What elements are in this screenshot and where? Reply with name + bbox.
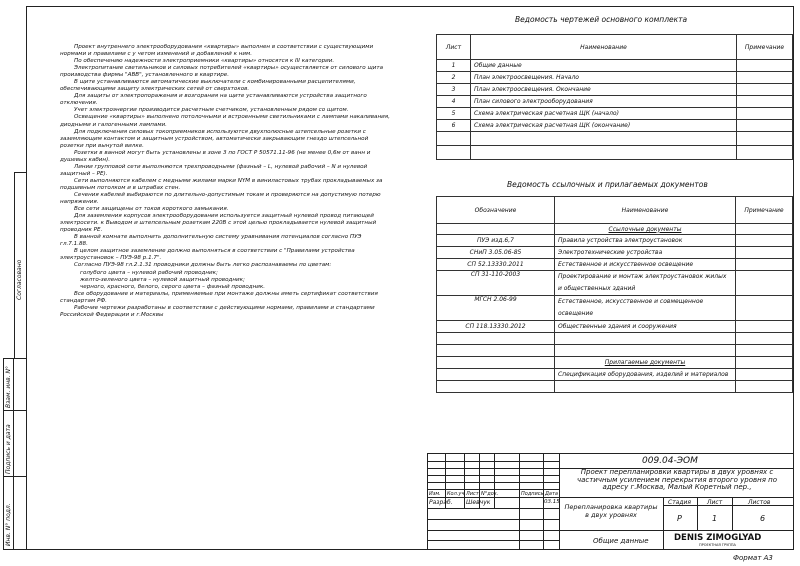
stage-label: Стадия <box>668 499 692 506</box>
note: Розетки в ванной могут быть установлены в зоне 3 по ГОСТ Р 50571.11-96 (не менее 0,6м от ванн и душевых кабин). <box>60 149 371 163</box>
ref-name: Проектирование и монтаж электроустановок жилых и общественных зданий <box>555 271 736 296</box>
note: В щите устанавливаются автоматические выключатели с комбинированными расцепителями, обеспечивающими защиту электрических сетей от сверхтоков. <box>60 79 356 93</box>
ref-code: СП 52.13330.2011 <box>437 259 555 271</box>
role-developer: Разраб. <box>429 499 453 506</box>
sign-date-label: Подпись и дата <box>5 424 12 474</box>
company-name: DENIS ZIMOGLYAD <box>674 533 762 543</box>
sheet-name: Схема электрическая расчетная ЩК (окончание) <box>471 120 737 132</box>
col-sign: Подпись <box>521 491 544 497</box>
sheet-label: Лист <box>707 499 723 506</box>
note: Освещение «квартиры» выполнено потолочными и встроенными светильниками с лампами накаливания, диодными и галогенными лампами. <box>60 114 390 128</box>
ref-code: СП 31-110-2003 <box>437 271 555 296</box>
header-code: Обозначение <box>437 197 555 224</box>
sheet-num: 1 <box>437 60 471 72</box>
header-name: Наименование <box>555 197 736 224</box>
object-name: Перепланировка квартиры в двух уровнях <box>564 503 658 519</box>
section-referenced: Ссылочные документы <box>555 224 736 235</box>
sheet-title: Общие данные <box>593 537 649 545</box>
ref-name: Естественное и искусственное освещение <box>555 259 736 271</box>
header-note: Примечание <box>737 35 793 60</box>
col-kol: Кол.уч <box>447 491 465 497</box>
col-date: Дата <box>545 491 558 497</box>
frame-top <box>26 6 794 7</box>
inv-podl-label: Инв. N° подл. <box>5 503 12 546</box>
note: Все сети защищены от токов короткого замыкания. <box>74 206 229 213</box>
note: Рабочие чертежи разработаны в соответствии с действующими нормами, правилами и стандартами Российской Федерации и г.Москвы <box>60 304 375 318</box>
frame-right <box>793 6 794 550</box>
note: Проект внутреннего электрооборудования «квартиры» выполнен в соответствии с существующими нормами и правилами с у четом изменений и добавлений к ним. <box>60 44 374 58</box>
project-title: Проект перепланировки квартиры в двух уровнях с частичным усилением перекрытия второго уровня по адресу г.Москва, Малый Коретный пер., <box>576 468 778 492</box>
format-label: Формат А3 <box>733 554 773 562</box>
note: Сечения кабелей выбираются по длительно-допустимым токам и проверяются на допустимую потерю напряжения. <box>60 191 381 206</box>
company-subtitle: ПРОЕКТНАЯ ГРУППА <box>699 543 736 547</box>
col-izm: Изм. <box>429 491 441 497</box>
note: голубого цвета – нулевой рабочий проводник; <box>80 269 218 276</box>
note: Для подключения силовых токоприемников используются двухполюсные штепсельные розетки с заземляющим контактом и защитным устройством, автоматически закрывающим гнездо штепсельной розетки при вынутой вилке. <box>60 128 369 149</box>
ref-code: СП 118.13330.2012 <box>437 321 555 333</box>
note: В целом защитное заземление должно выполняться в соответствии с "Правилами устройства электроустановок – ПУЭ-98 р.1.7". <box>60 248 355 262</box>
note: Учет электроэнергии производится расчетным счетчиком, установленным рядом со щитом. <box>74 107 349 114</box>
general-notes <box>60 44 390 319</box>
sheet-list-title: Ведомость чертежей основного комплекта <box>515 15 688 24</box>
sheet-num: 4 <box>437 96 471 108</box>
frame-bottom <box>26 549 794 550</box>
header-sheet: Лист <box>437 35 471 60</box>
sheet-name: Общие данные <box>471 60 737 72</box>
note: Для заземления корпусов электрооборудования используется защитный нулевой провод питающей электросети. к Выводом и штепсельным розеткам 220В с этой целью прокладывается нулевой защитный проводник PE. <box>60 213 377 234</box>
section-attached: Прилагаемые документы <box>555 357 736 369</box>
stage-value: Р <box>677 514 682 523</box>
ref-name: Правила устройства электроустановок <box>555 235 736 247</box>
author-name: Шевчук <box>466 499 491 506</box>
note: Все оборудование и материалы, применяемые при монтаже должны иметь сертификат соответствия стандартам РФ. <box>60 290 378 304</box>
ref-name: Электротехнические устройства <box>555 247 736 259</box>
sheet-num: 6 <box>437 120 471 132</box>
frame-left <box>26 6 27 550</box>
sheet-name: Схема электрическая расчетная ЩК (начало) <box>471 108 737 120</box>
sheet-num: 3 <box>437 84 471 96</box>
col-list: Лист <box>466 491 479 497</box>
note: Линии групповой сети выполняются трехпроводными (фазный – L, нулевой рабочий – N и нулевой защитный – PE). <box>60 163 368 177</box>
sheet-name: План электроосвещения. Начало <box>471 72 737 84</box>
note: Сети выполняются кабелем с медными жилами марки NYM в виниластовых трубах прокладываемых за подшивным потолком и в штрабах стен. <box>60 177 383 191</box>
sheets-label: Листов <box>748 499 771 506</box>
title-block <box>427 453 793 549</box>
inv-vzam-label: Взам. инв. N° <box>5 366 12 408</box>
note: Для защиты от электропоражения и возгорания на щите устанавливаются устройства защитного отключения. <box>60 93 367 107</box>
ref-name: Общественные здания и сооружения <box>555 321 736 333</box>
note: черного, красного, белого, серого цвета – фазный проводник. <box>80 283 266 290</box>
ref-list-title: Ведомость ссылочных и прилагаемых документов <box>507 180 708 189</box>
ref-code: ПУЭ изд.6,7 <box>437 235 555 247</box>
note: Согласно ПУЭ-98 гл.2.1.31 проводники должны быть легко распознаваемы по цветам: <box>74 262 332 269</box>
ref-list-table <box>436 196 793 393</box>
ref-code: МГСН 2.06-99 <box>437 296 555 321</box>
sheet-name: План силового электрооборудования <box>471 96 737 108</box>
agreed-label: Согласовано <box>16 259 23 300</box>
note: По обеспечению надежности электроприемники «квартиры» относятся к III категории. <box>74 58 335 65</box>
sheet-name: План электроосвещения. Окончание <box>471 84 737 96</box>
header-note: Примечание <box>736 197 793 224</box>
col-doc: N°док. <box>481 491 499 497</box>
sheet-num: 5 <box>437 108 471 120</box>
ref-name: Естественное, искусственное и совмещенное освещение <box>555 296 736 321</box>
doc-code: 009.04-ЭОМ <box>642 456 698 466</box>
sheet-list-table <box>436 34 793 160</box>
sign-date: 03.15 <box>544 499 560 505</box>
note: желто-зеленого цвета – нулевой защитный проводник; <box>80 276 245 283</box>
ref-code: СНиП 3.05.06-85 <box>437 247 555 259</box>
sheet-num: 2 <box>437 72 471 84</box>
sheet-value: 1 <box>712 514 718 523</box>
sheets-value: 6 <box>760 514 766 523</box>
attached-doc: Спецификация оборудования, изделий и материалов <box>555 369 736 381</box>
note: Электропитание светильников и силовых потребителей «квартиры» осуществляется от силового щита производства фирмы "АВВ", установленного в квартире. <box>60 65 384 79</box>
note: В ванной комнате выполнить дополнительную систему уравнивания потенциалов согласно ПУЭ гл.7.1.88. <box>60 234 362 248</box>
header-name: Наименование <box>471 35 737 60</box>
